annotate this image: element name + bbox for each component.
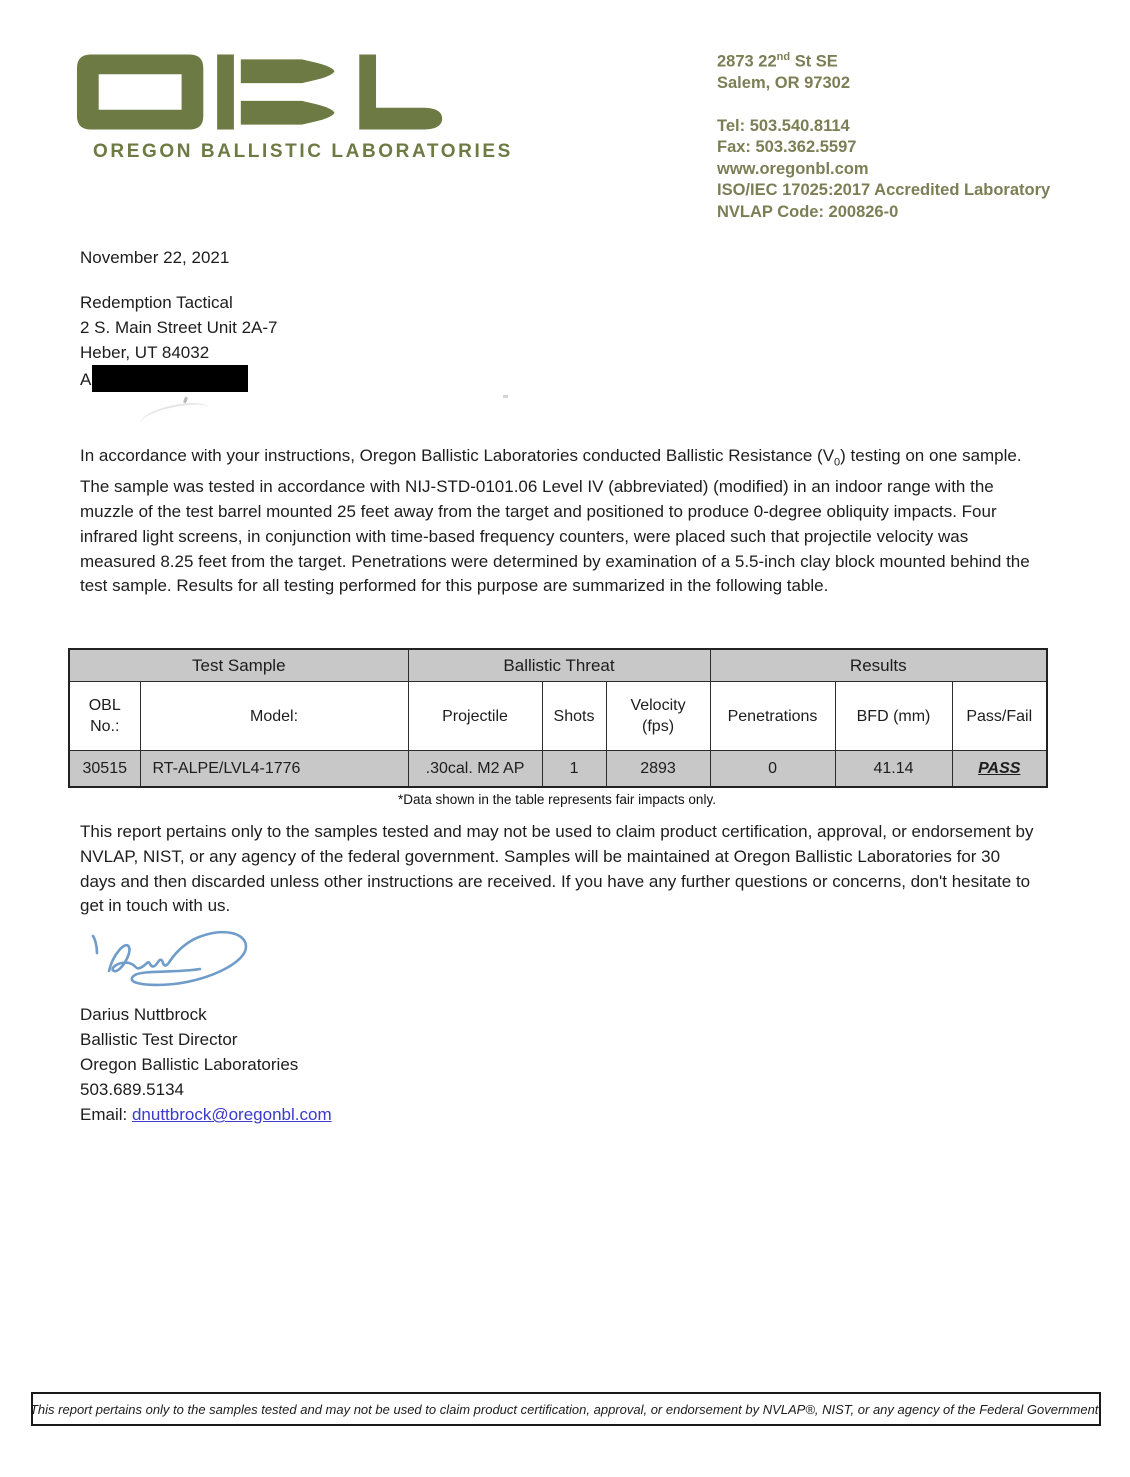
group-header-results: Results (710, 649, 1047, 682)
footer-disclaimer-box (31, 1392, 1101, 1426)
table-column-header-row (69, 682, 1047, 751)
col-header-model: Model: (140, 682, 408, 751)
scan-artifact (138, 398, 211, 434)
cell-pass-fail (952, 751, 1047, 788)
lab-nvlap-code: NVLAP Code: 200826-0 (717, 202, 899, 221)
scan-artifact (503, 395, 508, 398)
signer-company: Oregon Ballistic Laboratories (80, 1055, 299, 1074)
pass-result: PASS (978, 759, 1021, 777)
email-label: Email: (80, 1105, 132, 1124)
cell-penetrations: 0 (710, 751, 835, 788)
group-header-test-sample: Test Sample (69, 649, 408, 682)
body-text (80, 444, 1038, 599)
spacer (717, 95, 1050, 116)
signer-email-line (80, 1102, 332, 1127)
signature-block (80, 1002, 332, 1127)
obl-logo-block (75, 52, 513, 163)
col-header-pass-fail: Pass/Fail (952, 682, 1047, 751)
letter-date: November 22, 2021 (80, 248, 230, 267)
signer-name: Darius Nuttbrock (80, 1005, 207, 1024)
closing-paragraph-block (80, 820, 1038, 919)
lab-address-line1: 2873 22nd St SE (717, 51, 838, 71)
cell-model: RT-ALPE/LVL4-1776 (140, 751, 408, 788)
cell-projectile: .30cal. M2 AP (408, 751, 542, 788)
lab-iso-accreditation: ISO/IEC 17025:2017 Accredited Laboratory (717, 181, 1051, 199)
cell-shots: 1 (542, 751, 606, 788)
recipient-block (80, 290, 277, 392)
lab-website: www.oregonbl.com (717, 159, 869, 178)
col-header-bfd: BFD (mm) (835, 682, 952, 751)
col-header-penetrations: Penetrations (710, 682, 835, 751)
recipient-address1: 2 S. Main Street Unit 2A-7 (80, 318, 278, 337)
lab-fax: Fax: 503.362.5597 (717, 138, 857, 156)
table-row (69, 751, 1047, 788)
footer-disclaimer-text: This report pertains only to the samples tested and may not be used to claim product certification, approval, or endorsement by NVLAP®, NIST, or any agency of the Federal Government. (29, 1401, 1103, 1417)
lab-info-block (717, 47, 1050, 223)
cell-obl-no: 30515 (69, 751, 140, 788)
results-table (68, 648, 1048, 788)
signer-phone: 503.689.5134 (80, 1080, 184, 1099)
col-header-projectile: Projectile (408, 682, 542, 751)
recipient-address2: Heber, UT 84032 (80, 343, 210, 362)
redaction-box (92, 365, 248, 392)
recipient-redacted-line: A (80, 365, 277, 392)
col-header-obl-no: OBL No.: (69, 682, 140, 751)
cell-velocity: 2893 (606, 751, 710, 788)
obl-logo-icon (75, 52, 455, 132)
v0-subscript: 0 (834, 456, 841, 469)
ordinal-superscript: nd (776, 51, 791, 63)
recipient-name: Redemption Tactical (80, 293, 233, 312)
col-header-velocity: Velocity (fps) (606, 682, 710, 751)
table-footnote: *Data shown in the table represents fair impacts only. (398, 792, 716, 807)
table-group-header-row (69, 649, 1047, 682)
paragraph-intro: In accordance with your instructions, Oregon Ballistic Laboratories conducted Ballistic Resistance $(V_0)$ testing on one sample. (80, 446, 1022, 469)
lab-address-line2: Salem, OR 97302 (717, 74, 850, 92)
col-header-shots: Shots (542, 682, 606, 751)
logo-subtitle: OREGON BALLISTIC LABORATORIES (93, 141, 513, 162)
email-link[interactable]: dnuttbrock@oregonbl.com (131, 1105, 332, 1124)
group-header-ballistic-threat: Ballistic Threat (408, 649, 710, 682)
paragraph-method: The sample was tested in accordance with NIJ-STD-0101.06 Level IV (abbreviated) (modified) in an indoor range with the muzzle of the test barrel mounted 25 feet away from the target and positioned to produce 0-degree obliquity impacts. Four infrared light screens, in conjunction with time-based frequency counters, were placed such that projectile velocity was measured 8.25 feet from the target. Penetrations were determined by examination of a 5.5-inch clay block mounted behind the test sample. Results for all testing performed for this purpose are summarized in the following table. (80, 477, 1030, 596)
paragraph-disclaimer: This report pertains only to the samples tested and may not be used to claim product certification, approval, or endorsement by NVLAP, NIST, or any agency of the federal government. Samples will be maintained at Oregon Ballistic Laboratories for 30 days and then discarded unless other instructions are received. If you have any further questions or concerns, don't hesitate to get in touch with us. (80, 822, 1034, 916)
signer-title: Ballistic Test Director (80, 1030, 238, 1049)
lab-tel: Tel: 503.540.8114 (717, 116, 850, 135)
signature-icon (82, 924, 257, 996)
cell-bfd: 41.14 (835, 751, 952, 788)
results-table-block (68, 648, 1046, 807)
